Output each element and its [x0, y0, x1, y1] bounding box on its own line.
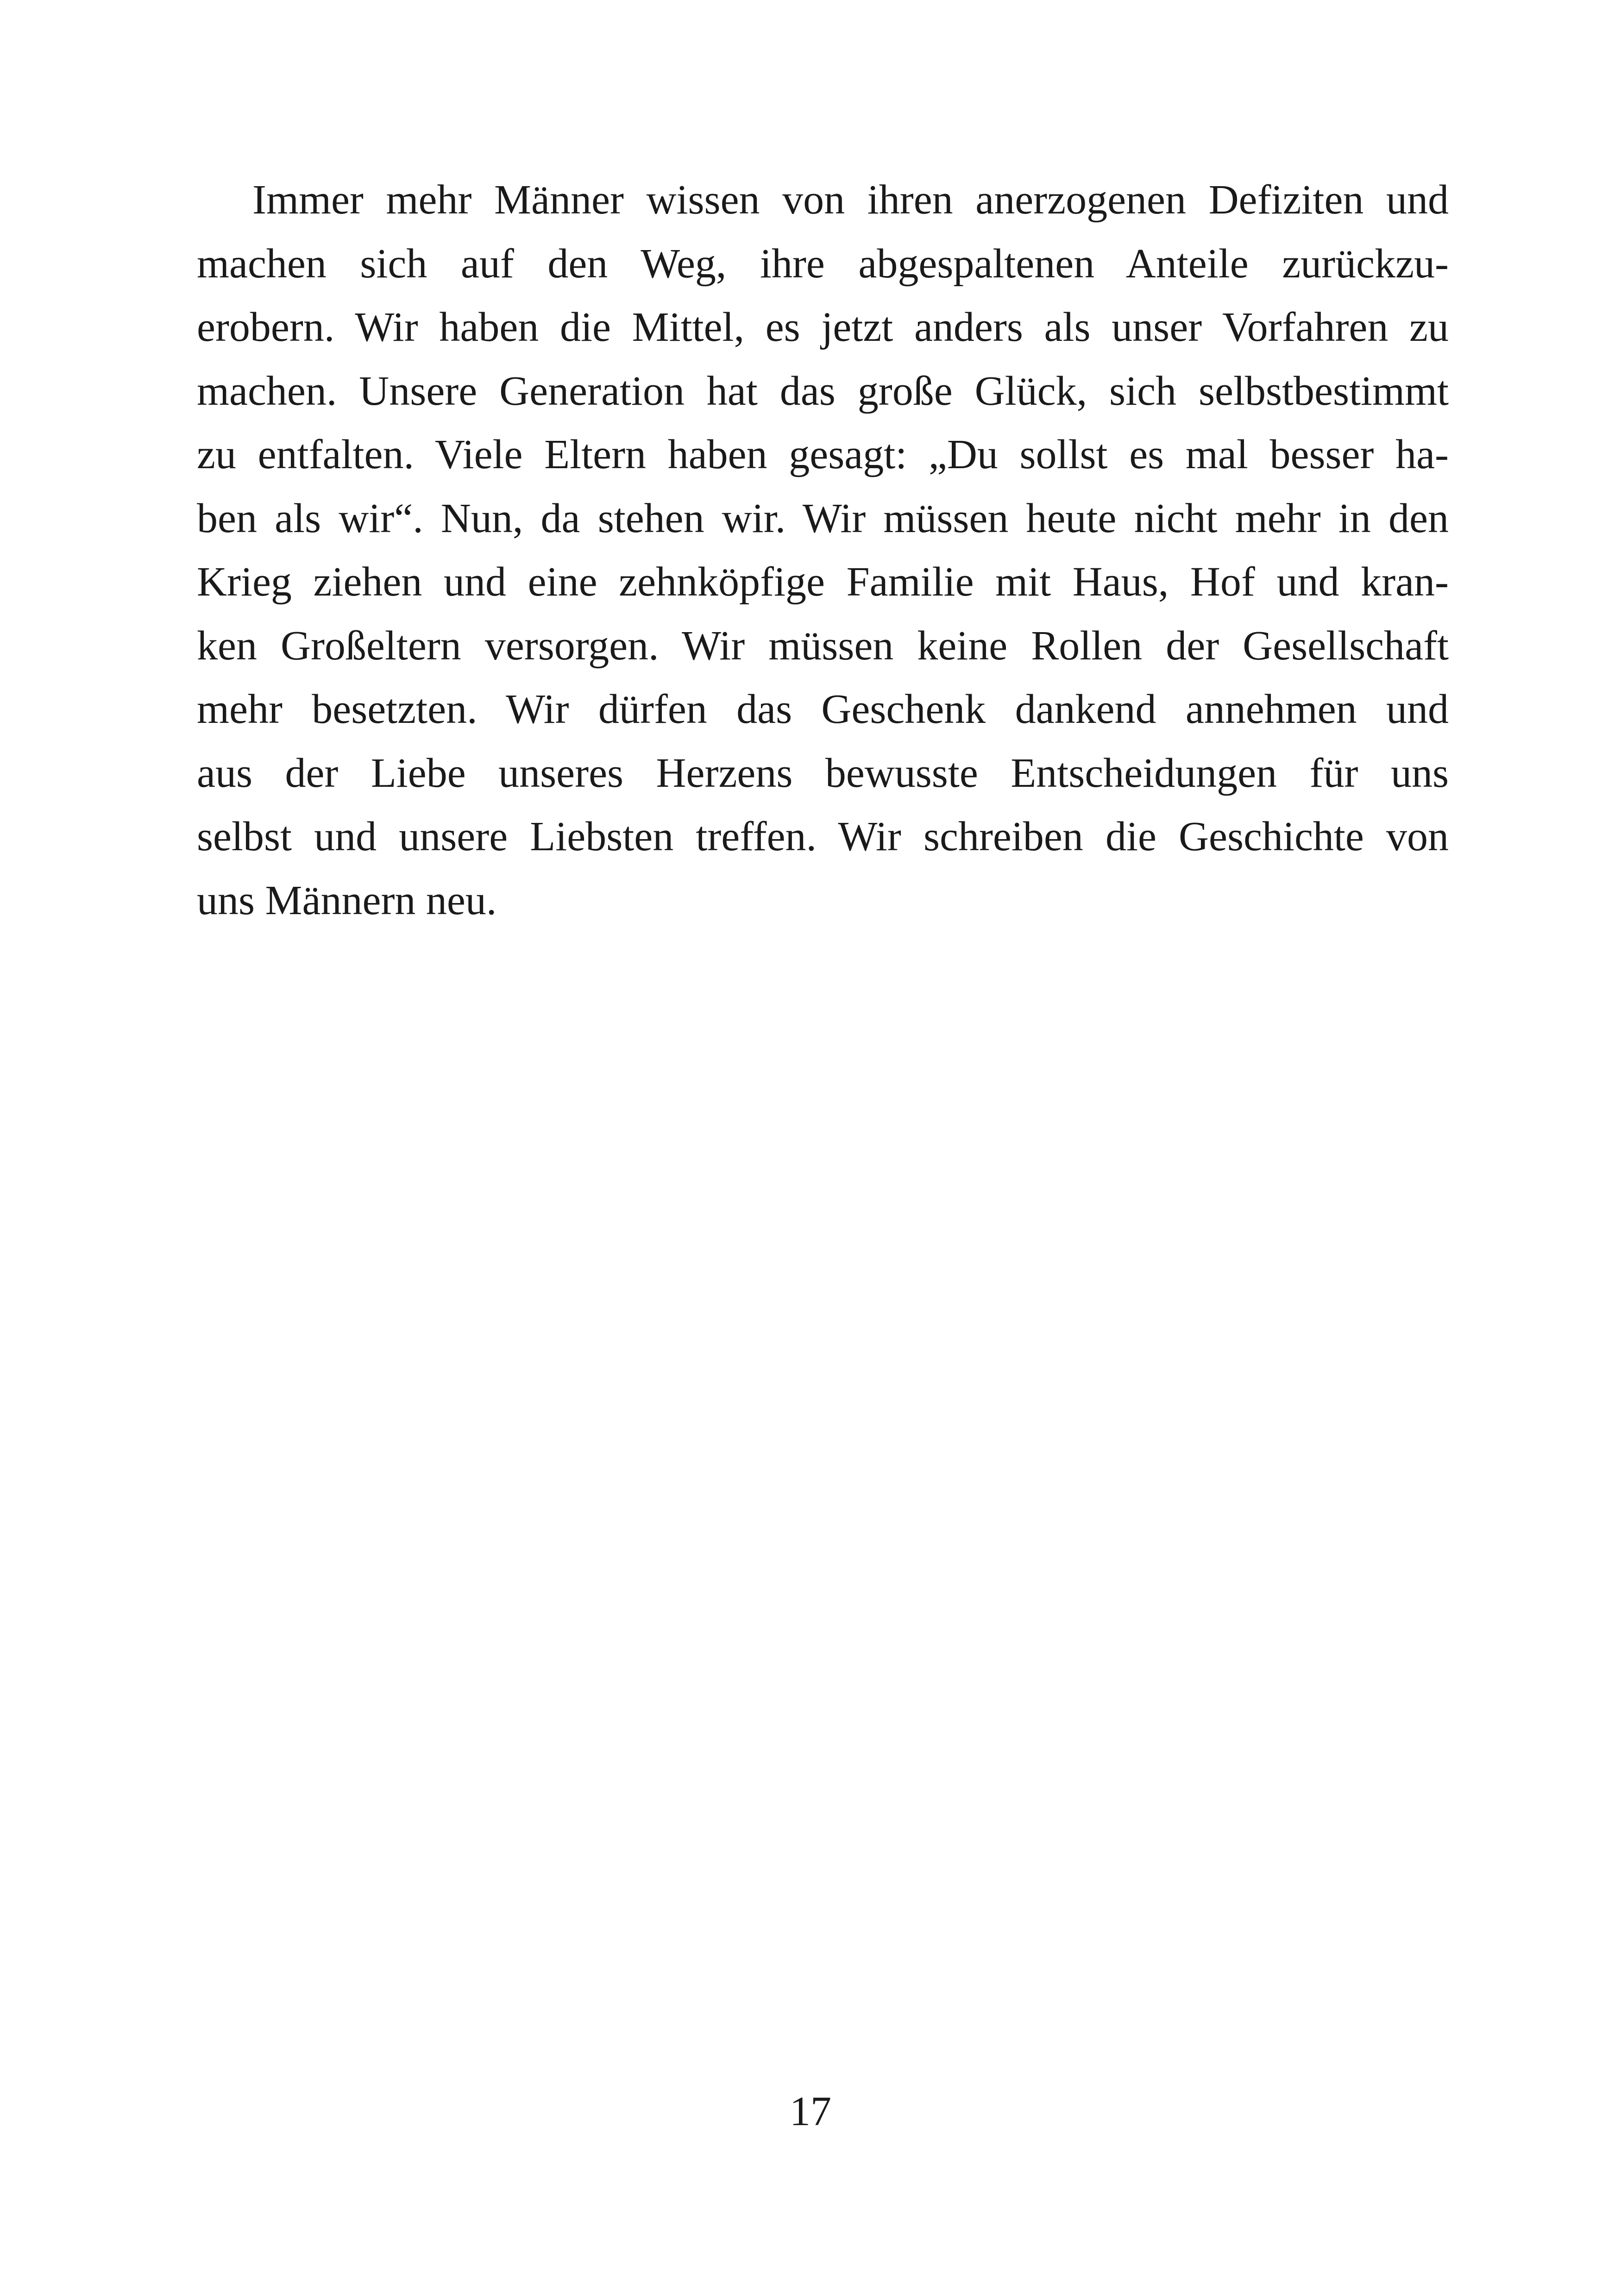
paragraph-line: selbst und unsere Liebsten treffen. Wir schreiben die Geschichte von	[197, 814, 1449, 859]
paragraph-line: ben als wir“. Nun, da stehen wir. Wir müssen heute nicht mehr in den	[197, 495, 1449, 541]
paragraph-line: machen sich auf den Weg, ihre abgespaltenen Anteile zurückzu-	[197, 240, 1449, 287]
body-paragraph	[197, 168, 1449, 932]
paragraph-line: uns Männern neu.	[197, 877, 497, 923]
paragraph-line: erobern. Wir haben die Mittel, es jetzt anders als unser Vorfahren zu	[197, 304, 1449, 350]
paragraph-line: ken Großeltern versorgen. Wir müssen keine Rollen der Gesellschaft	[197, 622, 1449, 669]
paragraph-line: machen. Unsere Generation hat das große Glück, sich selbstbestimmt	[197, 368, 1449, 414]
page-number: 17	[790, 2089, 831, 2134]
paragraph-line: aus der Liebe unseres Herzens bewusste Entscheidungen für uns	[197, 750, 1449, 796]
paragraph-line: Immer mehr Männer wissen von ihren anerzogenen Defiziten und	[252, 177, 1449, 223]
paragraph-line: Krieg ziehen und eine zehnköpfige Familie mit Haus, Hof und kran-	[197, 559, 1449, 605]
paragraph-line: zu entfalten. Viele Eltern haben gesagt: „Du sollst es mal besser ha-	[197, 432, 1449, 477]
paragraph-line: mehr besetzten. Wir dürfen das Geschenk dankend annehmen und	[197, 686, 1449, 732]
